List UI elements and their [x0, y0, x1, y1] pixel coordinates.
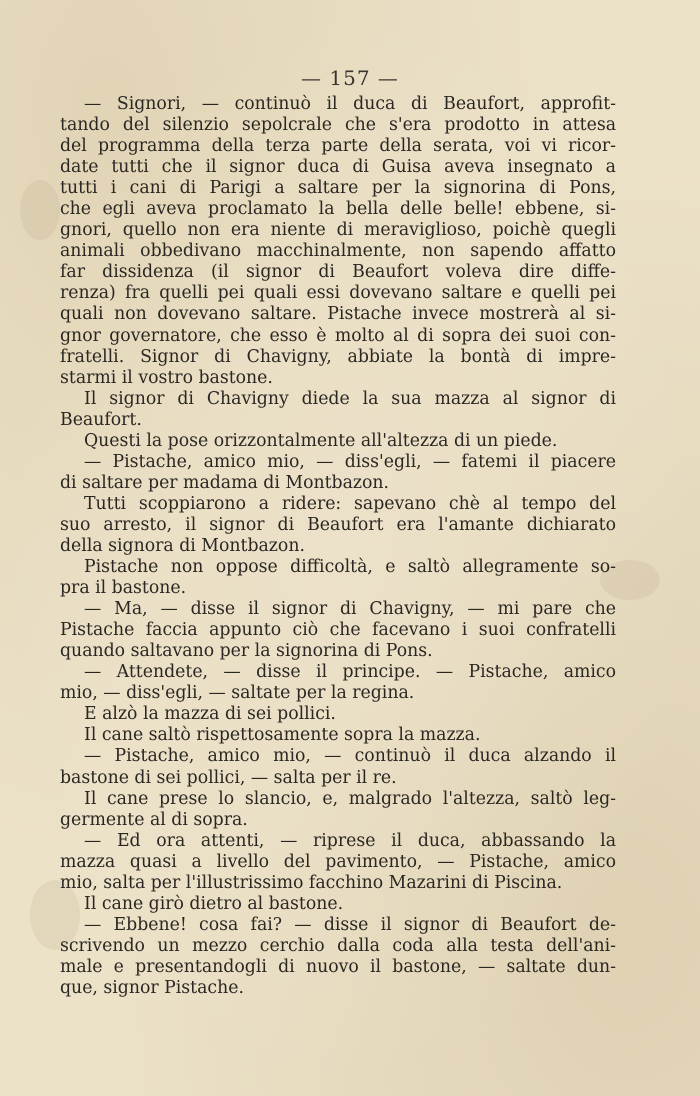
text-line: animali obbedivano macchinalmente, non sapendo affatto — [60, 241, 616, 262]
text-line: — Pistache, amico mio, — continuò il duca alzando il — [84, 746, 616, 767]
text-line: Beaufort. — [60, 409, 142, 430]
text-line: Pistache faccia appunto ciò che facevano i suoi confratelli — [60, 620, 616, 641]
text-line: mio, — diss'egli, — saltate per la regina. — [60, 683, 415, 704]
text-line: E alzò la mazza di sei pollici. — [84, 704, 336, 725]
text-line: pra il bastone. — [60, 578, 187, 599]
paper-stain — [20, 180, 60, 240]
text-line: — Attendete, — disse il principe. — Pistache, amico — [84, 662, 616, 683]
text-line: Il cane prese lo slancio, e, malgrado l'altezza, saltò leg- — [84, 788, 616, 809]
text-line: que, signor Pistache. — [60, 977, 244, 998]
text-line: gnor governatore, che esso è molto al di sopra dei suoi con- — [60, 325, 616, 346]
text-line: che egli aveva proclamato la bella delle belle! ebbene, si- — [60, 199, 616, 220]
text-line: Il cane girò dietro al bastone. — [84, 893, 344, 914]
text-line: — Ma, — disse il signor di Chavigny, — mi pare che — [84, 599, 616, 620]
text-line: date tutti che il signor duca di Guisa aveva insegnato a — [60, 157, 616, 178]
text-line: starmi il vostro bastone. — [60, 367, 273, 388]
text-line: Pistache non oppose difficoltà, e saltò allegramente so- — [84, 557, 616, 578]
text-line: male e presentandogli di nuovo il bastone, — saltate dun- — [60, 956, 616, 977]
text-line: quando saltavano per la signorina di Pons. — [60, 641, 433, 662]
text-line: bastone di sei pollici, — salta per il re. — [60, 767, 397, 788]
text-line: germente al di sopra. — [60, 809, 248, 830]
page-number: — 157 — — [301, 66, 399, 90]
text-line: Il signor di Chavigny diede la sua mazza al signor di — [84, 388, 616, 409]
text-line: — Ed ora attenti, — riprese il duca, abbassando la — [84, 830, 616, 851]
text-line: gnori, quello non era niente di meraviglioso, poichè quegli — [60, 220, 616, 241]
text-line: del programma della terza parte della serata, voi vi ricor- — [60, 136, 616, 157]
text-line: — Signori, — continuò il duca di Beaufort, approfit- — [84, 94, 616, 114]
text-line: Tutti scoppiarono a ridere: sapevano chè al tempo del — [84, 493, 616, 514]
text-line: mazza quasi a livello del pavimento, — Pistache, amico — [60, 851, 616, 872]
text-line: renza) fra quelli pei quali essi dovevano saltare e quelli pei — [60, 283, 616, 304]
text-line: quali non dovevano saltare. Pistache invece mostrerà al si- — [60, 304, 616, 325]
text-line: scrivendo un mezzo cerchio dalla coda alla testa dell'ani- — [60, 935, 616, 956]
text-line: di saltare per madama di Montbazon. — [60, 472, 390, 493]
text-line: Il cane saltò rispettosamente sopra la mazza. — [84, 725, 481, 746]
text-line: far dissidenza (il signor di Beaufort voleva dire diffe- — [60, 262, 616, 283]
text-line: suo arresto, il signor di Beaufort era l'amante dichiarato — [60, 514, 616, 535]
text-line: tutti i cani di Parigi a saltare per la signorina di Pons, — [60, 178, 616, 199]
text-line: — Ebbene! cosa fai? — disse il signor di Beaufort de- — [84, 914, 616, 935]
text-line: fratelli. Signor di Chavigny, abbiate la bontà di impre- — [60, 346, 616, 367]
body-text — [60, 94, 616, 999]
text-line: tando del silenzio sepolcrale che s'era prodotto in attesa — [60, 115, 616, 136]
text-line: — Pistache, amico mio, — diss'egli, — fatemi il piacere — [84, 451, 616, 472]
text-line: della signora di Montbazon. — [60, 535, 305, 556]
text-line: Questi la pose orizzontalmente all'altezza di un piede. — [84, 430, 558, 451]
text-line: mio, salta per l'illustrissimo facchino Mazarini di Piscina. — [60, 872, 563, 893]
